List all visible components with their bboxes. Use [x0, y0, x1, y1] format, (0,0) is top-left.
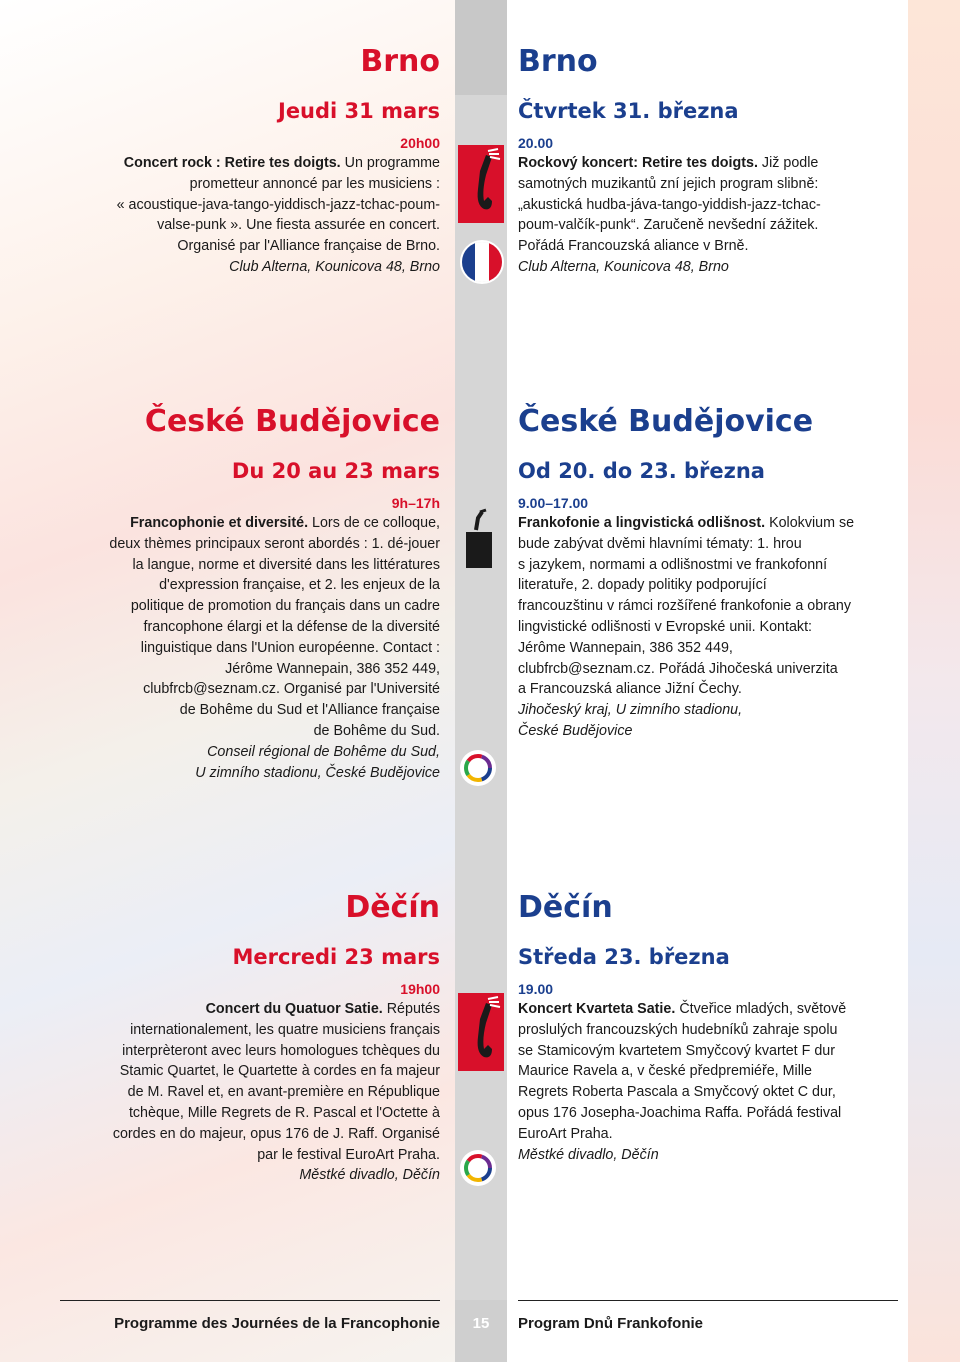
center-stripe-top [455, 0, 507, 95]
city-title: Děčín [518, 890, 613, 925]
event-decin-fr [60, 890, 440, 1186]
event-place: Městké divadlo, Děčín [299, 1167, 440, 1184]
event-title: Koncert Kvarteta Satie. [518, 1001, 676, 1017]
city-title: Děčín [345, 890, 440, 925]
event-brno-fr [60, 44, 440, 278]
city-title: České Budějovice [144, 404, 440, 439]
event-brno-cz [518, 44, 898, 278]
event-time: 19.00 [518, 981, 554, 997]
event-description: Koncert Kvarteta Satie. Čtveřice mladých, světově proslulých francouzských hudebníků zahraje spolu se Stamicovým kvartetem Smyčcový kvartet F dur Maurice Ravela a, v české předpremiéře, Mille Regrets Roberta Pascala a Smyčcový oktet C dur, opus 176 Josepha-Joachima Raffa. Pořádá festival EuroArt Praha. Městké divadlo, Děčín [518, 1001, 847, 1163]
event-time: 9h–17h [391, 495, 440, 511]
event-place: České Budějovice [518, 722, 633, 739]
french-flag-icon [460, 240, 504, 284]
city-title: Brno [360, 44, 440, 79]
event-time: 20h00 [400, 135, 440, 151]
event-description: Rockový koncert: Retire tes doigts. Již podle samotných muzikantů zní jejich program slibně: „akustická hudba-jáva-tango-yiddish-jazz-tchac- poum-valčík-punk“. Zaručeně nevšední zážitek. Pořádá Francouzská aliance v Brně. Club Alterna, Kounicova 48, Brno [518, 155, 821, 275]
event-place: Club Alterna, Kounicova 48, Brno [229, 258, 440, 275]
event-decin-cz [518, 890, 898, 1165]
right-background [908, 0, 960, 1362]
event-date: Jeudi 31 mars [278, 99, 440, 123]
francophonie-logo-icon [460, 750, 496, 786]
event-description: Concert du Quatuor Satie. Réputés internationalement, les quatre musiciens français interprèteront avec leurs homologues tchèques du Stamic Quartet, le Quartette à cordes en fa majeur de M. Ravel et, en avant-première en République tchèque, Mille Regrets de R. Pascal et l'Octette à cordes en do majeur, opus 176 de J. Raff. Organisé par le festival EuroArt Praha. Městké divadlo, Děčín [112, 1001, 440, 1184]
event-title: Francophonie et diversité. [130, 515, 309, 531]
event-time: 19h00 [400, 981, 440, 997]
event-title: Frankofonie a lingvistická odlišnost. [518, 515, 766, 531]
event-description: Francophonie et diversité. Lors de ce colloque, deux thèmes principaux seront abordés : 1. dé-jouer la langue, norme et diversité dans les littératures d'expression française, et 2. les enjeux de la politique de promotion du français dans un cadre francophone élargi et la défense de la diversité linguistique dans l'Union européenne. Contact : Jérôme Wannepain, 386 352 449, clubfrcb@seznam.cz. Organisé par l'Université de Bohême du Sud et l'Alliance française de Bohême du Sud. Conseil régional de Bohême du Sud, U zimního stadionu, České Budějovice [109, 515, 440, 781]
event-time: 20.00 [518, 135, 554, 151]
city-title: České Budějovice [518, 404, 814, 439]
event-budejovice-fr [60, 404, 440, 783]
event-title: Rockový koncert: Retire tes doigts. [518, 155, 758, 171]
city-title: Brno [518, 44, 598, 79]
event-description: Concert rock : Retire tes doigts. Un programme prometteur annoncé par les musiciens : « acoustique-java-tango-yiddisch-jazz-tchac-poum- valse-punk ». Une fiesta assurée en concert. Organisé par l'Alliance française de Brno. Club Alterna, Kounicova 48, Brno [116, 155, 440, 275]
francophonie-logo-icon [460, 1150, 496, 1186]
footer-title-cz: Program Dnů Frankofonie [518, 1315, 704, 1332]
event-place: Club Alterna, Kounicova 48, Brno [518, 258, 729, 275]
saxophone-icon [458, 145, 504, 223]
event-title: Concert du Quatuor Satie. [205, 1001, 383, 1017]
event-place: U zimního stadionu, České Budějovice [195, 764, 440, 781]
event-title: Concert rock : Retire tes doigts. [123, 155, 341, 171]
event-budejovice-cz [518, 404, 898, 742]
event-date: Středa 23. března [518, 945, 730, 969]
footer-rule-right [518, 1300, 898, 1301]
page-number: 15 [472, 1315, 490, 1332]
event-time: 9.00–17.00 [518, 495, 589, 511]
event-place: Městké divadlo, Děčín [518, 1146, 659, 1163]
saxophone-icon [458, 993, 504, 1071]
footer-title-fr: Programme des Journées de la Francophonie [114, 1315, 440, 1332]
event-date: Čtvrtek 31. března [518, 99, 739, 123]
event-description: Frankofonie a lingvistická odlišnost. Kolokvium se bude zabývat dvěmi hlavními tématy: 1. hrou s jazykem, normami a odlišnostmi ve frankofonní literatuře, 2. dopady politiky podporující francouzštinu v rámci rozšířené frankofonie a obrany lingvistické odlišnosti v Evropské unii. Kontakt: Jérôme Wannepain, 386 352 449, clubfrcb@seznam.cz. Pořádá Jihočeská univerzita a Francouzská aliance Jižní Čechy. Jihočeský kraj, U zimního stadionu, České Budějovice [518, 515, 855, 739]
event-date: Od 20. do 23. března [518, 459, 765, 483]
event-date: Du 20 au 23 mars [231, 459, 440, 483]
event-date: Mercredi 23 mars [232, 945, 440, 969]
footer-rule-left [60, 1300, 440, 1301]
event-place: Conseil régional de Bohême du Sud, [207, 743, 440, 760]
event-place: Jihočeský kraj, U zimního stadionu, [518, 702, 743, 719]
speaker-figure-icon [462, 508, 496, 568]
